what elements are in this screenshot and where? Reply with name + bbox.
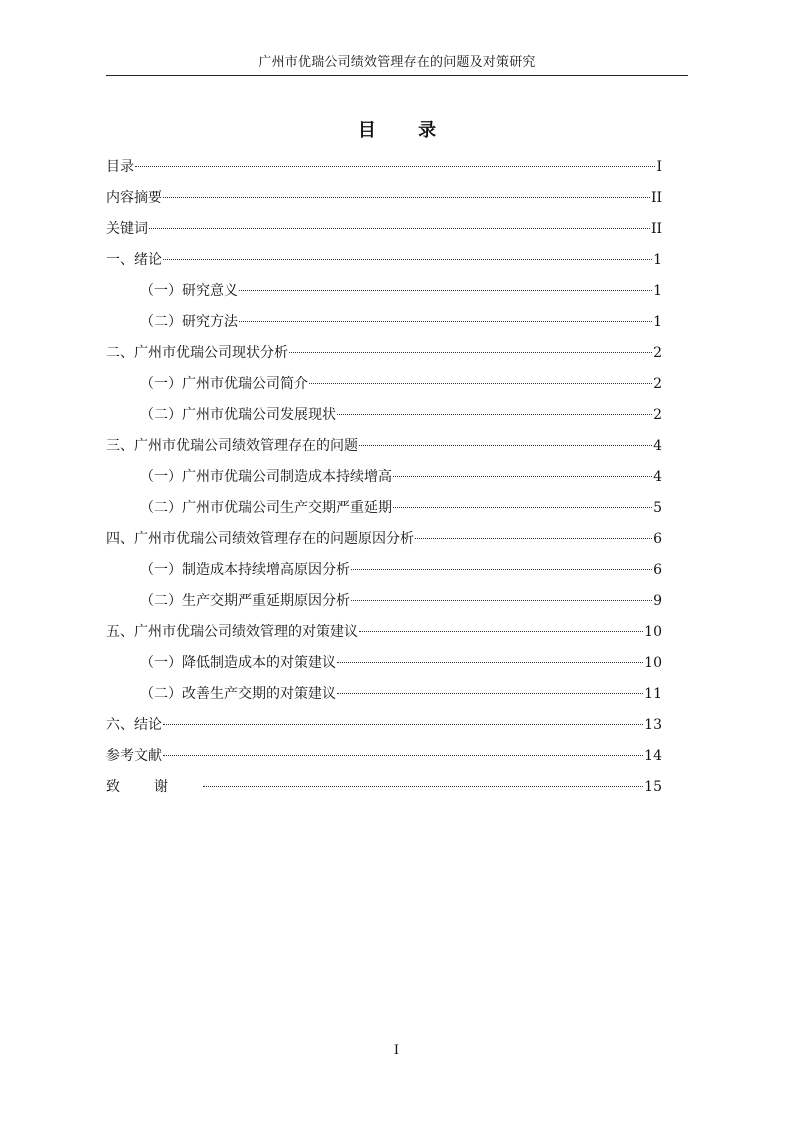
toc-dot-leader [359,631,643,632]
toc-entry-text: （二）广州市优瑞公司发展现状 [140,407,336,423]
toc-page-number: 14 [644,748,662,764]
toc-entry[interactable] [106,590,662,621]
table-of-contents [106,156,662,807]
toc-entry[interactable] [106,745,662,776]
toc-entry[interactable] [106,373,662,404]
toc-entry-text: 一、绪论 [106,252,162,268]
toc-dot-leader [239,321,652,322]
toc-dot-leader [239,290,652,291]
toc-entry-text: （二）生产交期严重延期原因分析 [140,593,350,609]
toc-page-number: 1 [653,314,662,330]
toc-entry-text: （一）广州市优瑞公司简介 [140,376,308,392]
toc-entry-text: 内容摘要 [106,190,162,206]
toc-page-number: 6 [653,531,662,547]
toc-dot-leader [351,569,652,570]
toc-entry-text: 四、广州市优瑞公司绩效管理存在的问题原因分析 [106,531,414,547]
toc-entry-text: 五、广州市优瑞公司绩效管理的对策建议 [106,624,358,640]
running-header: 广州市优瑞公司绩效管理存在的问题及对策研究 [258,55,536,70]
toc-dot-leader [351,600,652,601]
toc-page-number: I [656,159,662,175]
toc-entry-text: （一）降低制造成本的对策建议 [140,655,336,671]
toc-entry[interactable] [106,559,662,590]
toc-page-number: 4 [653,438,662,454]
toc-entry-text: 关键词 [106,221,148,237]
toc-entry[interactable] [106,621,662,652]
toc-page-number: 13 [644,717,662,733]
toc-page-number: II [650,221,662,237]
toc-entry[interactable] [106,683,662,714]
toc-page-number: 4 [653,469,662,485]
toc-page-number: 11 [644,686,662,702]
toc-dot-leader [359,445,652,446]
toc-page-number: 15 [644,779,662,795]
toc-page-number: 10 [644,655,662,671]
toc-entry[interactable] [106,435,662,466]
toc-dot-leader [163,724,643,725]
toc-entry-text: 目录 [106,159,134,175]
toc-entry[interactable] [106,280,662,311]
toc-dot-leader [163,197,650,198]
toc-dot-leader [163,755,643,756]
toc-entry-text: （二）广州市优瑞公司生产交期严重延期 [140,500,392,516]
toc-dot-leader [393,476,652,477]
toc-entry-text: （二）改善生产交期的对策建议 [140,686,336,702]
toc-entry-text: （一）制造成本持续增高原因分析 [140,562,350,578]
toc-page-number: 1 [653,283,662,299]
toc-entry-text: （一）研究意义 [140,283,238,299]
toc-dot-leader [203,786,643,787]
toc-page-number: 1 [653,252,662,268]
toc-entry[interactable] [106,497,662,528]
toc-dot-leader [309,383,652,384]
page-number: I [393,1043,400,1058]
toc-entry[interactable] [106,218,662,249]
toc-dot-leader [337,662,643,663]
toc-entry[interactable] [106,404,662,435]
toc-entry-text: 六、结论 [106,717,162,733]
toc-dot-leader [163,259,652,260]
toc-entry[interactable] [106,466,662,497]
toc-entry-text: （二）研究方法 [140,314,238,330]
toc-page-number: 2 [653,376,662,392]
toc-dot-leader [393,507,652,508]
toc-entry-text: 二、广州市优瑞公司现状分析 [106,345,288,361]
header-rule [106,75,688,76]
toc-entry-text: 三、广州市优瑞公司绩效管理存在的问题 [106,438,358,454]
toc-entry-text: （一）广州市优瑞公司制造成本持续增高 [140,469,392,485]
toc-dot-leader [415,538,652,539]
toc-page-number: 6 [653,562,662,578]
toc-page-number: 10 [644,624,662,640]
toc-entry-text: 参考文献 [106,748,162,764]
toc-page-number: II [650,190,662,206]
toc-entry-text: 致谢 [106,779,202,795]
toc-dot-leader [337,414,652,415]
toc-entry[interactable] [106,156,662,187]
toc-entry[interactable] [106,776,662,807]
toc-entry[interactable] [106,714,662,745]
toc-entry[interactable] [106,342,662,373]
toc-dot-leader [289,352,652,353]
toc-page-number: 5 [653,500,662,516]
toc-dot-leader [149,228,650,229]
toc-entry[interactable] [106,249,662,280]
toc-entry[interactable] [106,311,662,342]
toc-entry[interactable] [106,652,662,683]
toc-page-number: 9 [653,593,662,609]
toc-entry[interactable] [106,187,662,218]
toc-title: 目 录 [357,120,455,141]
toc-page-number: 2 [653,345,662,361]
toc-dot-leader [337,693,643,694]
toc-entry[interactable] [106,528,662,559]
toc-page-number: 2 [653,407,662,423]
toc-dot-leader [135,166,655,167]
